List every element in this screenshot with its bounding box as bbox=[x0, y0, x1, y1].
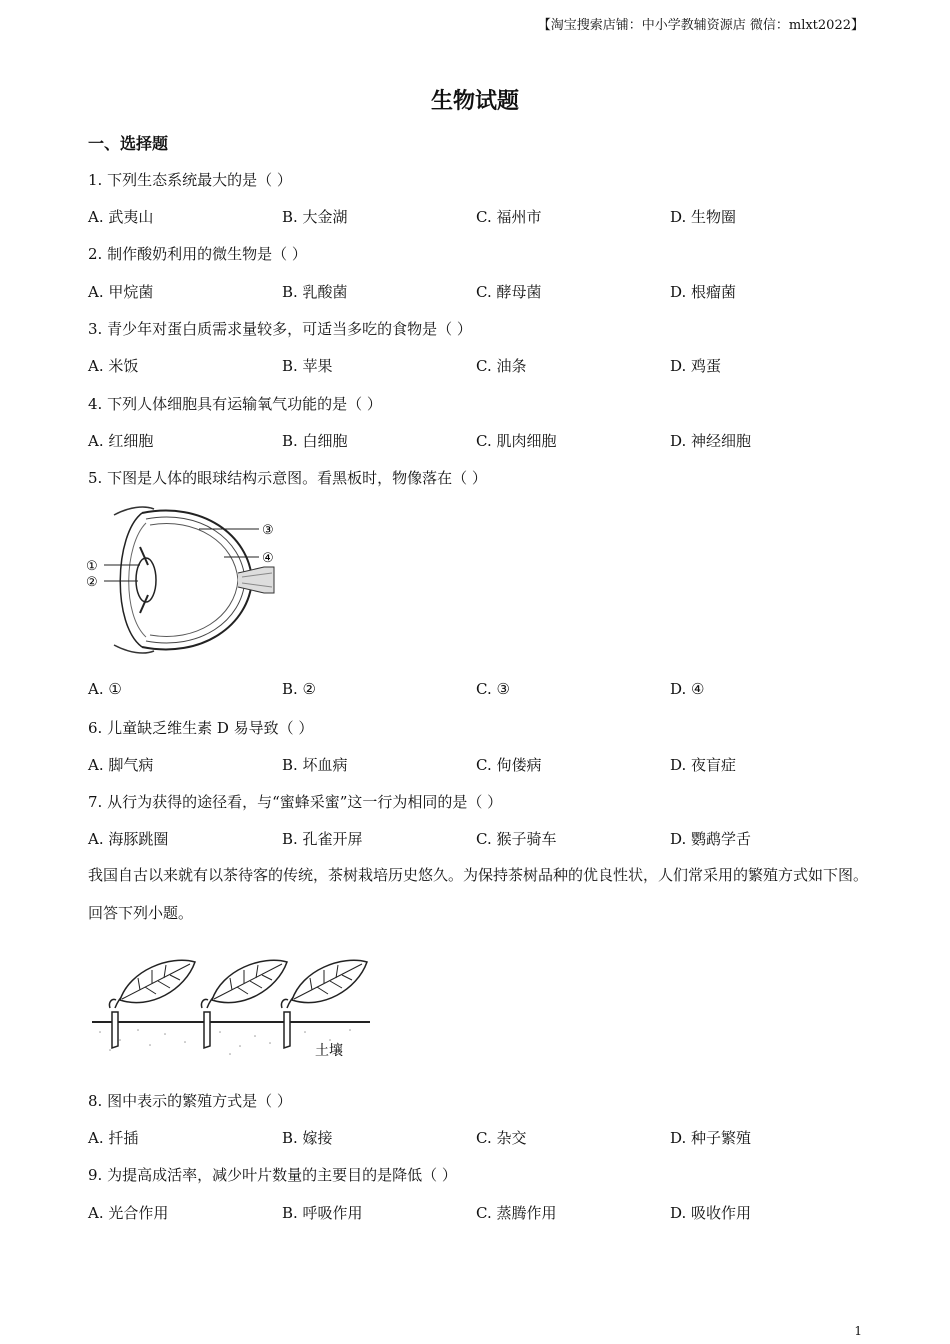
question-1-stem: 1. 下列生态系统最大的是（ ） bbox=[88, 171, 292, 189]
question-1-option-a: A. 武夷山 bbox=[88, 208, 154, 226]
question-1-option-b: B. 大金湖 bbox=[282, 208, 348, 226]
question-6-stem: 6. 儿童缺乏维生素 D 易导致（ ） bbox=[88, 719, 314, 737]
page-number: 1 bbox=[854, 1324, 862, 1338]
question-6-option-a: A. 脚气病 bbox=[88, 756, 154, 774]
question-4-stem: 4. 下列人体细胞具有运输氧气功能的是（ ） bbox=[88, 395, 382, 413]
question-5-option-a: A. ① bbox=[88, 680, 122, 698]
eye-label-4: ④ bbox=[262, 551, 274, 566]
question-8-option-b: B. 嫁接 bbox=[282, 1129, 333, 1147]
question-1-option-c: C. 福州市 bbox=[476, 208, 542, 226]
question-8-option-a: A. 扦插 bbox=[88, 1129, 139, 1147]
question-9-option-b: B. 呼吸作用 bbox=[282, 1204, 363, 1222]
soil-label: 土壤 bbox=[315, 1043, 343, 1059]
question-2-option-a: A. 甲烷菌 bbox=[88, 283, 154, 301]
question-7-option-c: C. 猴子骑车 bbox=[476, 830, 557, 848]
question-3-stem: 3. 青少年对蛋白质需求量较多，可适当多吃的食物是（ ） bbox=[88, 320, 472, 338]
question-5-stem: 5. 下图是人体的眼球结构示意图。看黑板时，物像落在（ ） bbox=[88, 469, 487, 487]
question-4-option-b: B. 白细胞 bbox=[282, 432, 348, 450]
section-heading: 一、选择题 bbox=[88, 134, 169, 153]
question-9-option-c: C. 蒸腾作用 bbox=[476, 1204, 557, 1222]
eye-structure-figure bbox=[84, 505, 284, 655]
question-8-option-c: C. 杂交 bbox=[476, 1129, 527, 1147]
question-9-option-a: A. 光合作用 bbox=[88, 1204, 169, 1222]
question-1-option-d: D. 生物圈 bbox=[670, 208, 737, 226]
reading-passage: 我国自古以来就有以茶待客的传统，茶树栽培历史悠久。为保持茶树品种的优良性状，人们常采用的繁殖方式如下图。回答下列小题。 bbox=[88, 866, 869, 922]
question-2-option-c: C. 酵母菌 bbox=[476, 283, 542, 301]
question-8-stem: 8. 图中表示的繁殖方式是（ ） bbox=[88, 1092, 292, 1110]
page-title: 生物试题 bbox=[430, 89, 519, 114]
question-4-option-a: A. 红细胞 bbox=[88, 432, 154, 450]
question-4-option-c: C. 肌肉细胞 bbox=[476, 432, 557, 450]
question-5-option-b: B. ② bbox=[282, 680, 317, 698]
question-9-option-d: D. 吸收作用 bbox=[670, 1204, 752, 1222]
question-2-stem: 2. 制作酸奶利用的微生物是（ ） bbox=[88, 245, 307, 263]
eye-label-1: ① bbox=[86, 559, 98, 574]
question-3-option-c: C. 油条 bbox=[476, 357, 527, 375]
question-2-option-d: D. 根瘤菌 bbox=[670, 283, 737, 301]
question-3-option-d: D. 鸡蛋 bbox=[670, 357, 722, 375]
question-3-option-b: B. 苹果 bbox=[282, 357, 333, 375]
question-2-option-b: B. 乳酸菌 bbox=[282, 283, 348, 301]
question-6-option-c: C. 佝偻病 bbox=[476, 756, 542, 774]
question-7-stem: 7. 从行为获得的途径看，与“蜜蜂采蜜”这一行为相同的是（ ） bbox=[88, 793, 503, 811]
question-7-option-d: D. 鹦鹉学舌 bbox=[670, 830, 752, 848]
question-3-option-a: A. 米饭 bbox=[88, 357, 139, 375]
eye-label-3: ③ bbox=[262, 523, 274, 538]
question-7-option-b: B. 孔雀开屏 bbox=[282, 830, 363, 848]
question-6-option-d: D. 夜盲症 bbox=[670, 756, 737, 774]
question-7-option-a: A. 海豚跳圈 bbox=[88, 830, 169, 848]
question-8-option-d: D. 种子繁殖 bbox=[670, 1129, 752, 1147]
question-5-option-d: D. ④ bbox=[670, 680, 705, 698]
question-5-option-c: C. ③ bbox=[476, 680, 510, 698]
question-4-option-d: D. 神经细胞 bbox=[670, 432, 752, 450]
page-header: 【淘宝搜索店铺：中小学教辅资源店 微信：mlxt2022】 bbox=[537, 18, 864, 33]
eye-label-2: ② bbox=[86, 575, 98, 590]
question-9-stem: 9. 为提高成活率，减少叶片数量的主要目的是降低（ ） bbox=[88, 1166, 457, 1184]
question-6-option-b: B. 坏血病 bbox=[282, 756, 348, 774]
cutting-propagation-figure bbox=[90, 950, 375, 1065]
